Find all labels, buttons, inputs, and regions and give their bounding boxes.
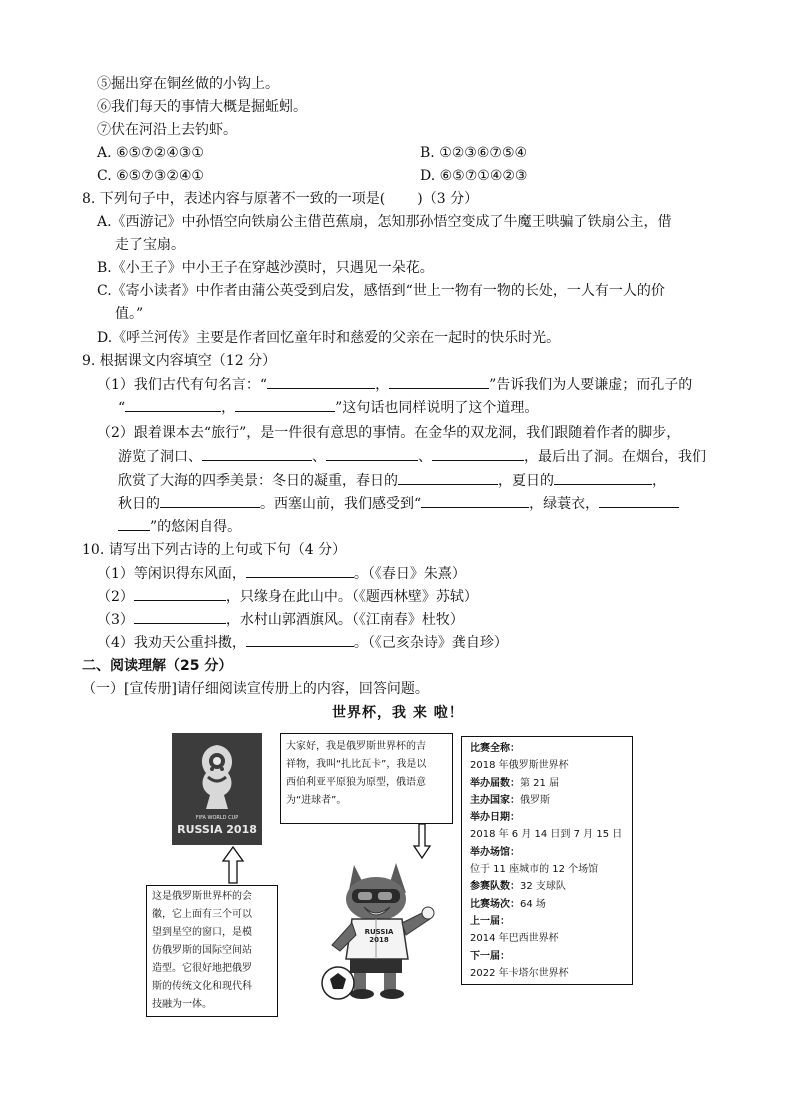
q7-item-7: ⑦伏在河沿上去钓虾。 xyxy=(97,122,237,138)
q7-item-6: ⑥我们每天的事情大概是掘蚯蚓。 xyxy=(97,99,307,115)
info-row xyxy=(470,913,624,930)
q8-stem-text: 8. 下列句子中，表述内容与原著不一致的一项是( xyxy=(82,191,386,207)
worldcup-emblem xyxy=(172,733,262,845)
q9-text: 。西塞山前，我们感受到“ xyxy=(260,496,422,512)
q7-option-b: B. ①②③⑥⑦⑤④ xyxy=(420,145,528,161)
q10-blank-3[interactable] xyxy=(134,609,226,624)
q9-text: 、 xyxy=(312,449,326,465)
info-row xyxy=(470,896,624,913)
mascot-speech-line: 为“进球者”。 xyxy=(286,795,347,806)
q9-blank-8[interactable] xyxy=(398,470,498,485)
emblem-note-line: 徽，它上面有三个可以 xyxy=(152,909,252,920)
q9-text: （1）我们古代有句名言：“ xyxy=(97,377,268,393)
q9-part2-line2 xyxy=(118,446,706,467)
q7-option-a: A. ⑥⑤⑦②④③① xyxy=(97,145,204,161)
q9-text: ，绿蓑衣， xyxy=(529,496,600,512)
info-value: 2014 年巴西世界杯 xyxy=(470,933,559,945)
q9-part1-line1 xyxy=(97,374,692,395)
q9-text: ”这句话也同样说明了这个道理。 xyxy=(335,400,539,416)
q9-blank-7[interactable] xyxy=(432,446,524,461)
q9-text: ， xyxy=(221,400,236,416)
q10-text: （3） xyxy=(97,612,134,628)
info-label: 下一届： xyxy=(470,950,510,962)
q10-text: ，只缘身在此山中。（《题西林壁》苏轼） xyxy=(225,589,478,605)
q8-answer-blank[interactable] xyxy=(385,189,417,203)
info-row xyxy=(470,826,624,843)
q8-stem xyxy=(82,189,478,209)
info-value: 2018 年 6 月 14 日到 7 月 15 日 xyxy=(470,829,623,841)
q10-blank-2[interactable] xyxy=(134,586,226,601)
q9-text: 秋日的 xyxy=(118,496,160,512)
mascot-speech-box xyxy=(280,733,453,824)
q7-option-c: C. ⑥⑤⑦③②④① xyxy=(97,168,204,184)
q9-blank-9[interactable] xyxy=(554,470,652,485)
info-label: 比赛全称： xyxy=(470,743,520,754)
info-row xyxy=(470,844,624,861)
q9-text: ”的悠闲自得。 xyxy=(150,519,242,535)
q10-line2 xyxy=(97,586,478,607)
q10-line1 xyxy=(97,563,466,584)
mascot-shirt-text: RUSSIA 2018 xyxy=(364,928,394,944)
q9-blank-12[interactable] xyxy=(599,493,679,508)
q9-blank-1[interactable] xyxy=(267,374,375,389)
emblem-note-line: 这是俄罗斯世界杯的会 xyxy=(152,891,252,902)
q8-option-d: D.《呼兰河传》主要是作者回忆童年时和慈爱的父亲在一起时的快乐时光。 xyxy=(97,330,561,346)
emblem-note-line: 斯的传统文化和现代科 xyxy=(152,981,252,992)
info-label: 举办场馆： xyxy=(470,846,520,858)
q10-text: ，水村山郭酒旗风。（《江南春》杜牧） xyxy=(225,612,464,628)
info-value: 32 支球队 xyxy=(520,881,566,893)
info-label: 比赛场次： xyxy=(470,898,520,910)
q9-part2-line1: （2）跟着课本去“旅行”，是一件很有意思的事情。在金华的双龙洞，我们跟随着作者的脚步， xyxy=(97,425,681,441)
q9-text: ”告诉我们为人要谦虚；而孔子的 xyxy=(489,377,693,393)
q9-stem: 9. 根据课文内容填空（12 分） xyxy=(82,353,277,369)
q8-option-a-line1: A.《西游记》中孙悟空向铁扇公主借芭蕉扇，怎知那孙悟空变成了牛魔王哄骗了铁扇公主，借 xyxy=(97,214,672,230)
q7-item-5: ⑤掘出穿在铜丝做的小钩上。 xyxy=(97,76,279,92)
q8-option-a-line2: 走了宝扇。 xyxy=(115,237,185,253)
q10-text: 。（《己亥杂诗》龚自珍） xyxy=(353,635,508,651)
info-row xyxy=(470,861,624,878)
q10-text: （2） xyxy=(97,589,134,605)
q9-blank-3[interactable] xyxy=(125,397,221,412)
q9-text: 游览了洞口、 xyxy=(118,449,202,465)
arrow-up-icon xyxy=(221,845,245,885)
q10-blank-4[interactable] xyxy=(246,632,354,647)
info-value: 2018 年俄罗斯世界杯 xyxy=(470,760,569,772)
q10-text: （1）等闲识得东风面， xyxy=(97,566,246,582)
info-label: 参赛队数： xyxy=(470,881,520,893)
q8-option-b: B.《小王子》中小王子在穿越沙漠时，只遇见一朵花。 xyxy=(97,260,434,276)
q9-blank-5[interactable] xyxy=(202,446,312,461)
info-row xyxy=(470,740,624,757)
info-value: 位于 11 座城市的 12 个场馆 xyxy=(470,864,599,876)
q10-stem: 10. 请写出下列古诗的上句或下句（4 分） xyxy=(82,542,347,558)
q9-blank-6[interactable] xyxy=(326,446,418,461)
info-row xyxy=(470,948,624,965)
q9-blank-10[interactable] xyxy=(160,493,260,508)
q8-option-c-line1: C.《寄小读者》中作者由蒲公英受到启发，感悟到“世上一物有一物的长处，一人有一人的价 xyxy=(97,283,665,299)
info-row xyxy=(470,965,624,982)
emblem-big-text: RUSSIA 2018 xyxy=(177,823,257,836)
info-row xyxy=(470,792,624,809)
q9-text: ，最后出了洞。在烟台，我们 xyxy=(524,449,706,465)
emblem-note-line: 仿俄罗斯的国际空间站 xyxy=(152,945,252,956)
emblem-note-line: 造型。它很好地把俄罗 xyxy=(152,963,252,974)
emblem-note-line: 技融为一体。 xyxy=(152,999,212,1010)
info-label: 主办国家： xyxy=(470,794,520,806)
q10-line3 xyxy=(97,609,464,630)
q10-blank-1[interactable] xyxy=(246,563,354,578)
q9-text: 、 xyxy=(418,449,432,465)
info-value: 2022 年卡塔尔世界杯 xyxy=(470,967,569,979)
q9-blank-12-cont[interactable] xyxy=(118,516,150,531)
q8-stem-score: )（3 分） xyxy=(417,191,479,207)
info-row xyxy=(470,775,624,792)
mascot-speech-line: 祥物，我叫“扎比瓦卡”，我是以 xyxy=(286,759,427,770)
info-value: 俄罗斯 xyxy=(520,794,550,806)
event-info-box xyxy=(461,736,633,985)
q10-text: 。（《春日》朱熹） xyxy=(353,566,466,582)
info-value: 第 21 届 xyxy=(520,777,560,789)
info-row xyxy=(470,809,624,826)
info-value: 64 场 xyxy=(520,898,546,910)
q9-blank-4[interactable] xyxy=(235,397,335,412)
q9-text: “ xyxy=(118,400,126,416)
mascot-speech-line: 大家好，我是俄罗斯世界杯的吉 xyxy=(286,741,426,752)
info-row xyxy=(470,878,624,895)
emblem-note-line: 望到星空的窗口，是模 xyxy=(152,927,252,938)
q9-part2-line3 xyxy=(118,470,666,491)
q9-text: ， xyxy=(375,377,390,393)
q10-text: （4）我劝天公重抖擞， xyxy=(97,635,246,651)
q9-blank-2[interactable] xyxy=(389,374,489,389)
q9-part2-line5 xyxy=(118,516,241,537)
q9-text: ， xyxy=(652,473,666,489)
info-row xyxy=(470,757,624,774)
reading-sub-title: （一）[宣传册]请仔细阅读宣传册上的内容，回答问题。 xyxy=(82,681,429,697)
info-label: 上一届： xyxy=(470,915,510,927)
section-title: 二、阅读理解（25 分） xyxy=(82,658,233,674)
mascot-speech-line: 西伯利亚平原狼为原型，俄语意 xyxy=(286,777,426,788)
emblem-small-text: FIFA WORLD CUP xyxy=(195,815,239,821)
info-label: 举办届数： xyxy=(470,777,520,789)
q9-part1-line2 xyxy=(118,397,538,418)
q10-line4 xyxy=(97,632,508,653)
q9-text: 欣赏了大海的四季美景：冬日的凝重，春日的 xyxy=(118,473,398,489)
info-row xyxy=(470,930,624,947)
q9-part2-line4 xyxy=(118,493,679,514)
brochure-title: 世界杯，我 来 啦！ xyxy=(332,705,464,721)
q9-blank-11[interactable] xyxy=(421,493,529,508)
q7-option-d: D. ⑥⑤⑦①④②③ xyxy=(420,168,528,184)
q9-text: ，夏日的 xyxy=(498,473,554,489)
q8-option-c-line2: 值。” xyxy=(115,306,144,322)
info-label: 举办日期： xyxy=(470,812,520,824)
emblem-note-box xyxy=(146,885,278,1017)
